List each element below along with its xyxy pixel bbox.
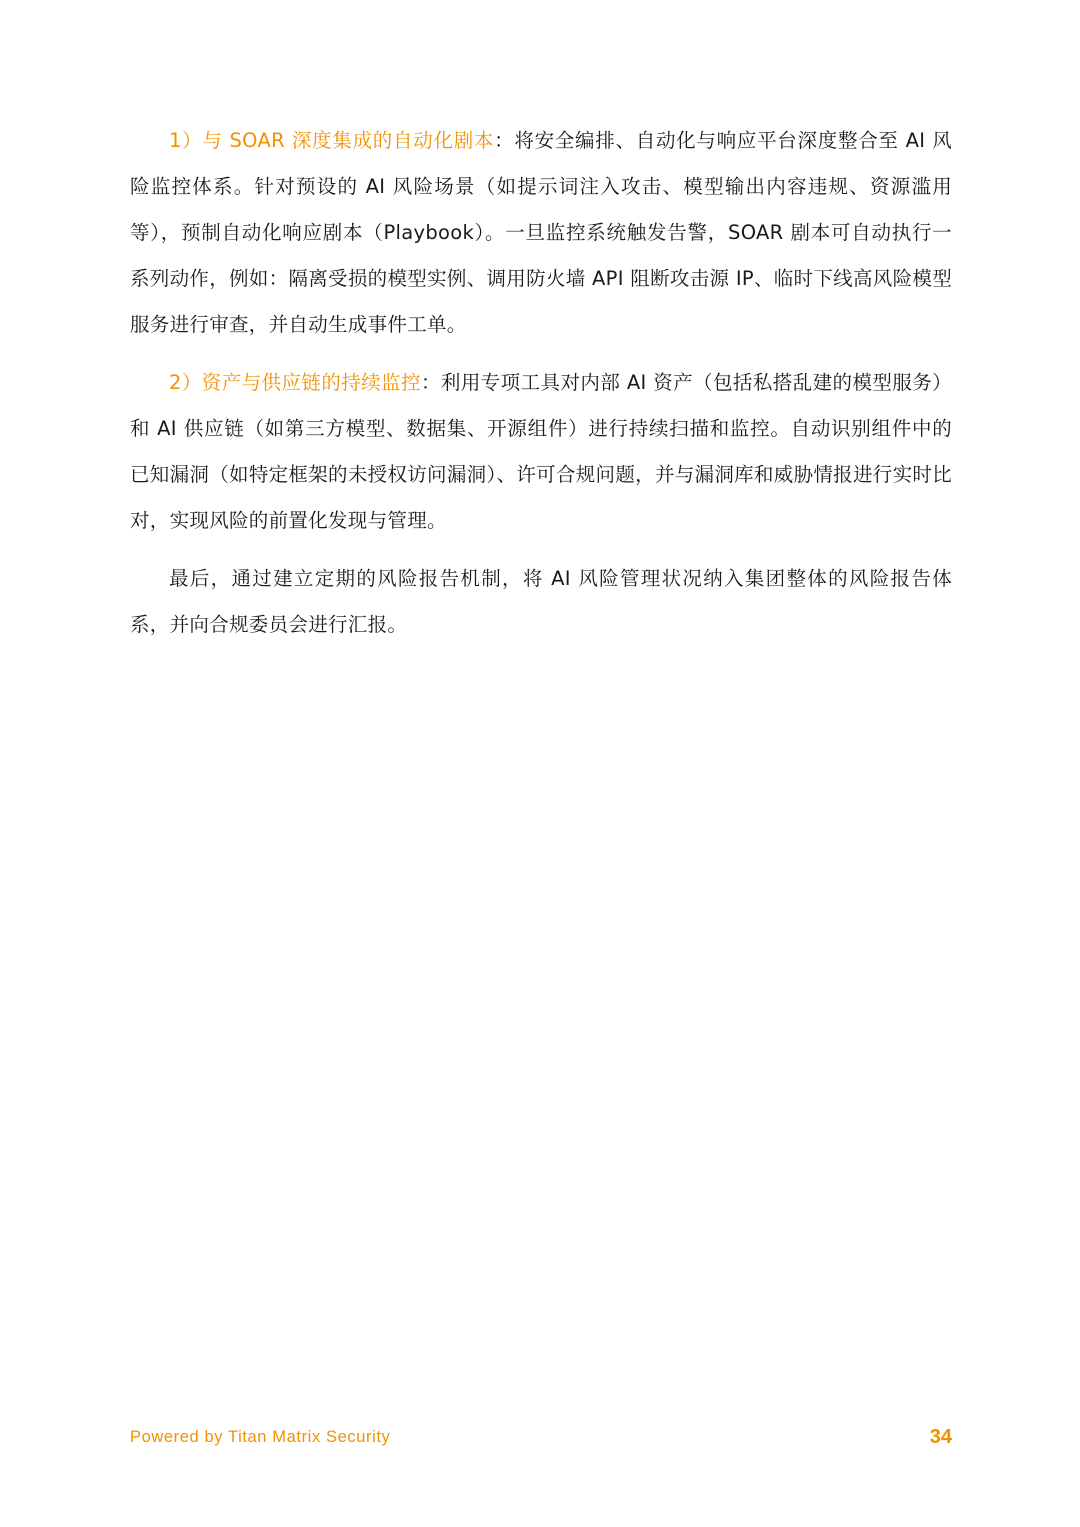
paragraph-soar-playbook [130,118,952,348]
item-text-soar: ：将安全编排、自动化与响应平台深度整合至 AI 风险监控体系。针对预设的 AI 风险场景（如提示词注入攻击、模型输出内容违规、资源滥用等），预制自动化响应剧本（Playbook）。一旦监控系统触发告警，SOAR 剧本可自动执行一系列动作，例如：隔离受损的模型实例、调用防火墙 API 阻断攻击源 IP、临时下线高风险模型服务进行审查，并自动生成事件工单。 [130,129,952,336]
item-heading-soar: 1）与 SOAR 深度集成的自动化剧本 [169,129,495,152]
document-body [130,118,952,648]
paragraph-closing: 最后，通过建立定期的风险报告机制，将 AI 风险管理状况纳入集团整体的风险报告体系，并向合规委员会进行汇报。 [130,567,952,636]
paragraph-asset-supply-chain [130,360,952,544]
page-number: 34 [929,1426,952,1448]
footer-brand: Powered by Titan Matrix Security [130,1428,391,1446]
item-text-asset: ：利用专项工具对内部 AI 资产（包括私搭乱建的模型服务）和 AI 供应链（如第三方模型、数据集、开源组件）进行持续扫描和监控。自动识别组件中的已知漏洞（如特定框架的未授权访问漏洞）、许可合规问题，并与漏洞库和威胁情报进行实时比对，实现风险的前置化发现与管理。 [130,371,952,532]
item-heading-asset: 2）资产与供应链的持续监控 [169,371,421,394]
